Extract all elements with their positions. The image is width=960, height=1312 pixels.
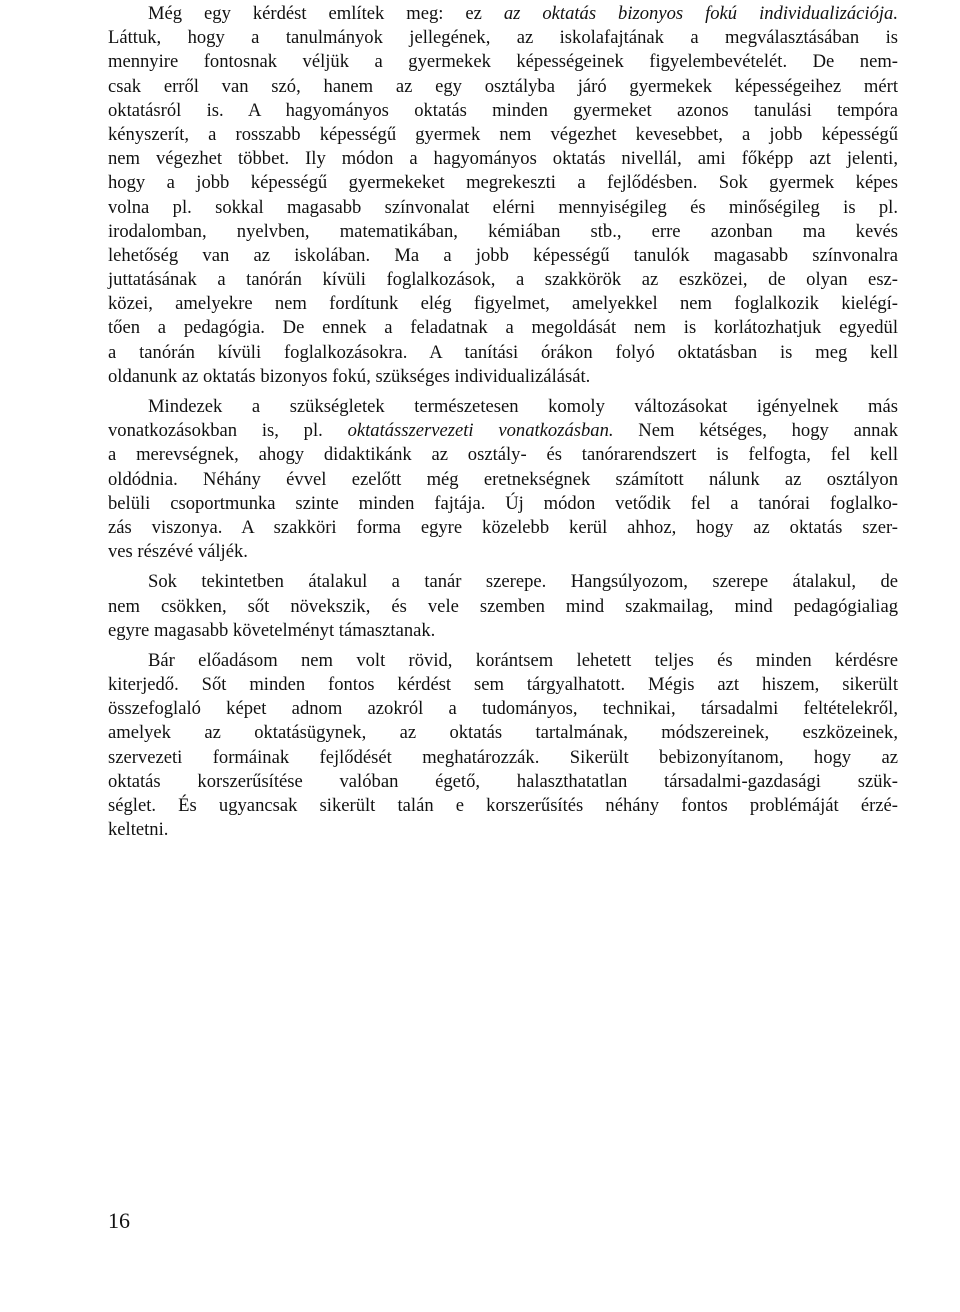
text-line: a merevségnek, ahogy didaktikánk az osztály- és tanórarendszert is felfogta, fel kell: [108, 444, 898, 466]
text-line: hogy a jobb képességű gyermekeket megrekeszti a fejlődésben. Sok gyermek képes: [108, 172, 898, 194]
text-line: oktatás korszerűsítése valóban égető, halaszthatatlan társadalmi-gazdasági szük-: [108, 770, 898, 792]
paragraph-conclusion: [108, 649, 898, 843]
text-line: oldódnia. Néhány évvel ezelőtt még eretnekségnek számított nálunk az osztályon: [108, 468, 898, 490]
paragraph-organization: [108, 395, 898, 564]
text-line: kiterjedő. Sőt minden fontos kérdést sem tárgyalhatott. Mégis azt hiszem, sikerült: [108, 674, 898, 696]
text-line: juttatásának a tanórán kívüli foglalkozások, a szakkörök az eszközei, de olyan esz-: [108, 269, 898, 291]
text-line: oktatásról is. A hagyományos oktatás minden gyermeket azonos tanulási tempóra: [108, 99, 898, 121]
text-line: zás viszonya. A szakköri forma egyre közelebb kerül ahhoz, hogy az oktatás szer-: [108, 516, 898, 538]
text-line: Még egy kérdést említek meg: ez az oktatás bizonyos fokú individualizációja.: [148, 3, 898, 24]
text-line: közei, amelyekre nem fordítunk elég figyelmet, amelyekkel nem foglalkozik kielégí-: [108, 293, 898, 315]
text-line: Mindezek a szükségletek természetesen komoly változásokat igényelnek más: [148, 396, 898, 417]
text-line: összefoglaló képet adnom azokról a tudományos, technikai, társadalmi feltételekről,: [108, 698, 898, 720]
text-line: Láttuk, hogy a tanulmányok jellegének, az iskolafajtának a megválasztásában is: [108, 27, 898, 49]
text-line: a tanórán kívüli foglalkozásokra. A tanítási órákon folyó oktatásban is meg kell: [108, 341, 898, 363]
text-line: séglet. És ugyancsak sikerült talán e korszerűsítés néhány fontos problémáját érzé-: [108, 795, 898, 816]
text-line: volna pl. sokkal magasabb színvonalat elérni mennyiségileg és minőségileg is pl.: [108, 196, 898, 218]
text-line: keltetni.: [108, 819, 169, 841]
text-line: csak erről van szó, hanem az egy osztályba járó gyermekek képességeihez mért: [108, 75, 898, 97]
text-line: kényszerít, a rosszabb képességű gyermek nem végezhet kevesebbet, a jobb képességű: [108, 123, 898, 145]
text-line: lehetőség van az iskolában. Ma a jobb képességű tanulók magasabb színvonalra: [108, 244, 898, 266]
text-line: nem végezhet többet. Ily módon a hagyományos oktatás nivellál, ami főképp azt jelenti,: [108, 148, 898, 170]
page-body: [108, 2, 898, 848]
text-line: vonatkozásokban is, pl. oktatásszervezeti vonatkozásban. Nem kétséges, hogy annak: [108, 420, 898, 442]
page-number: 16: [108, 1208, 130, 1233]
text-line: belüli csoportmunka szinte minden fajtája. Új módon vetődik fel a tanórai foglalko-: [108, 492, 898, 514]
text-line: nem csökken, sőt növekszik, és vele szemben mind szakmailag, mind pedagógialiag: [108, 595, 898, 617]
text-line: irodalomban, nyelvben, matematikában, kémiában stb., erre azonban ma kevés: [108, 220, 898, 242]
text-line: szervezeti formáinak fejlődését meghatározzák. Sikerült bebizonyítanom, hogy az: [108, 746, 898, 768]
paragraph-individualization: [108, 2, 898, 389]
text-line: Bár előadásom nem volt rövid, korántsem lehetett teljes és minden kérdésre: [148, 649, 898, 671]
text-line: tően a pedagógia. De ennek a feladatnak a megoldását nem is korlátozhatjuk egyedül: [108, 317, 898, 339]
text-line: amelyek az oktatásügynek, az oktatás tartalmának, módszereinek, eszközeinek,: [108, 722, 898, 744]
paragraph-teacher-role: [108, 570, 898, 643]
text-line: ves részévé váljék.: [108, 541, 248, 563]
text-line: Sok tekintetben átalakul a tanár szerepe. Hangsúlyozom, szerepe átalakul, de: [148, 571, 898, 593]
text-line: mennyire fontosnak véljük a gyermekek képességeinek figyelembevételét. De nem-: [108, 51, 898, 73]
text-line: oldanunk az oktatás bizonyos fokú, szükséges individualizálását.: [108, 365, 591, 387]
text-line: egyre magasabb követelményt támasztanak.: [108, 619, 436, 641]
